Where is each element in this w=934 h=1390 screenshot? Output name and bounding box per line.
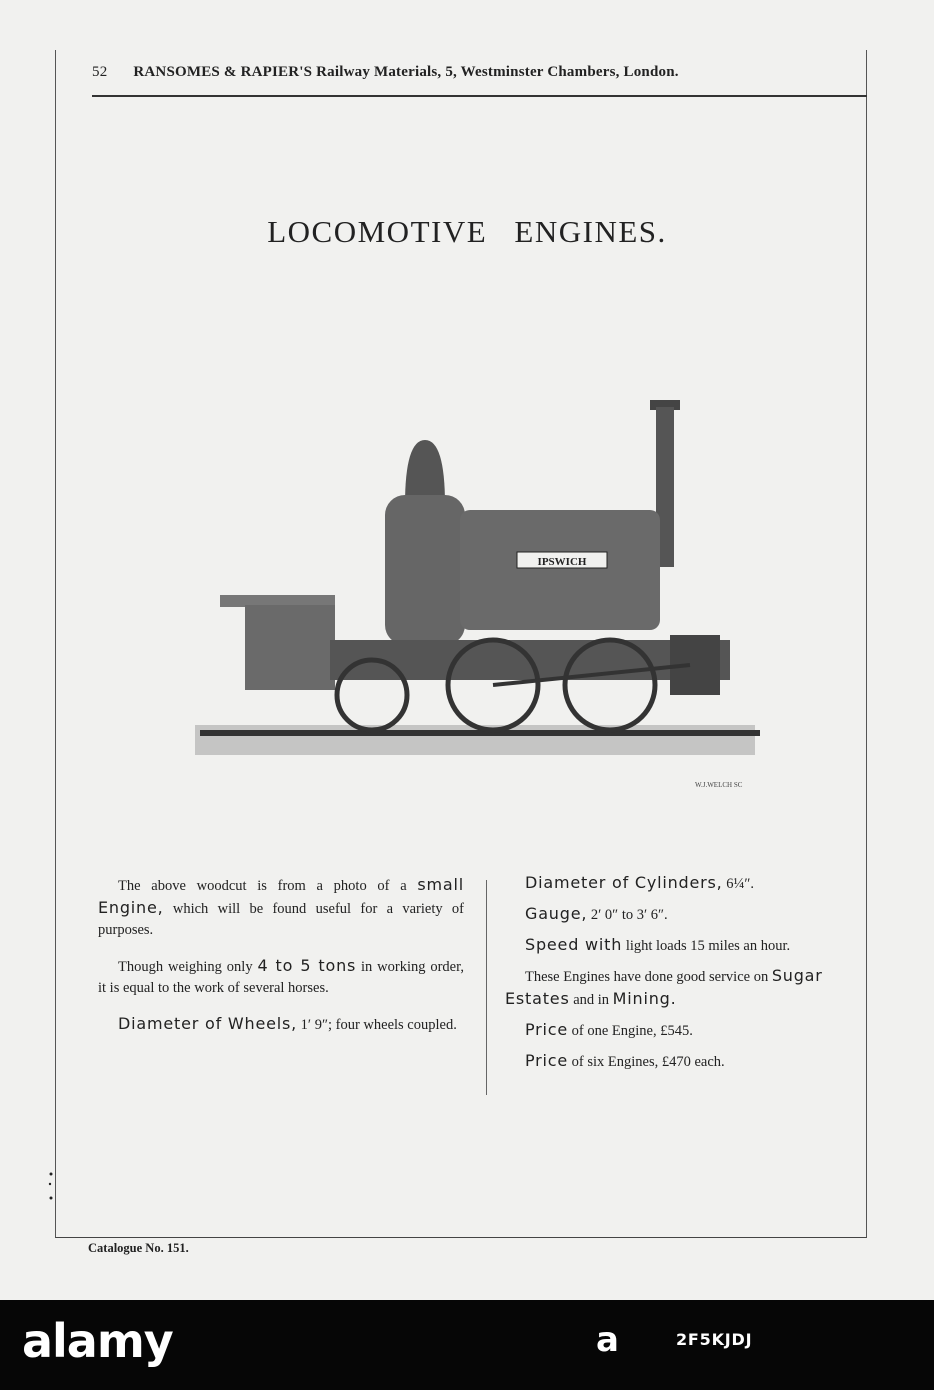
text-run: small Engine, (98, 875, 464, 917)
text-run: of one Engine, £545. (568, 1023, 693, 1039)
paragraph (98, 955, 464, 999)
paragraph (505, 1050, 873, 1073)
text-run: 4 to 5 tons (257, 956, 357, 975)
paragraph (505, 872, 873, 895)
paragraph (98, 874, 464, 941)
nameplate-text: IPSWICH (537, 556, 587, 568)
paragraph (505, 934, 873, 957)
paragraph (505, 903, 873, 926)
watermark-bar (0, 1300, 934, 1390)
tank (245, 605, 335, 690)
text-run: The above woodcut is from a photo of a (118, 878, 418, 894)
text-run: Gauge, (525, 904, 588, 923)
firebox (385, 495, 465, 645)
text-run: Mining. (612, 989, 677, 1008)
text-run: 6¼″. (722, 876, 754, 892)
running-header (92, 64, 867, 81)
text-run: in working order, it is equal to the work of several horses. (98, 959, 464, 996)
track-ground (195, 725, 755, 755)
text-run: which will be found useful for a variety of purposes. (98, 901, 464, 938)
text-run: These Engines have done good service on (525, 969, 772, 985)
text-run: Speed with (525, 935, 623, 954)
text-run: Though weighing only (118, 959, 258, 975)
paragraph (505, 1019, 873, 1042)
left-column (98, 874, 464, 1050)
watermark-logo-mark: a (596, 1320, 619, 1360)
text-run: 1′ 9″; four wheels coupled. (297, 1017, 457, 1033)
text-run: Price (525, 1020, 569, 1039)
image-id: 2F5KJDJ (676, 1330, 753, 1349)
right-column (505, 872, 873, 1081)
margin-ink-mark (48, 1170, 54, 1202)
text-run: Diameter of Wheels, (118, 1014, 298, 1033)
text-run: 2′ 0″ to 3′ 6″. (587, 907, 668, 923)
engraver-signature: W.J.WELCH SC (695, 781, 743, 789)
page-number: 52 (92, 64, 108, 80)
text-run: light loads 15 miles an hour. (622, 938, 791, 954)
page-title: LOCOMOTIVE ENGINES. (267, 214, 667, 249)
paragraph (98, 1013, 464, 1036)
column-divider (486, 880, 487, 1095)
boiler (460, 510, 660, 630)
text-run: of six Engines, £470 each. (568, 1054, 725, 1070)
text-run: and in (569, 992, 613, 1008)
catalogue-number: Catalogue No. 151. (88, 1241, 189, 1255)
watermark-logo: alamy (22, 1314, 173, 1368)
running-title: RANSOMES & RAPIER'S Railway Materials, 5, Westminster Chambers, London. (133, 64, 679, 80)
text-run: Price (525, 1051, 569, 1070)
header-rule (92, 95, 867, 97)
paragraph (505, 965, 873, 1011)
locomotive-illustration (190, 395, 770, 800)
text-run: Diameter of Cylinders, (525, 873, 723, 892)
rail (200, 730, 760, 736)
text-run: Sugar Estates (505, 966, 823, 1008)
